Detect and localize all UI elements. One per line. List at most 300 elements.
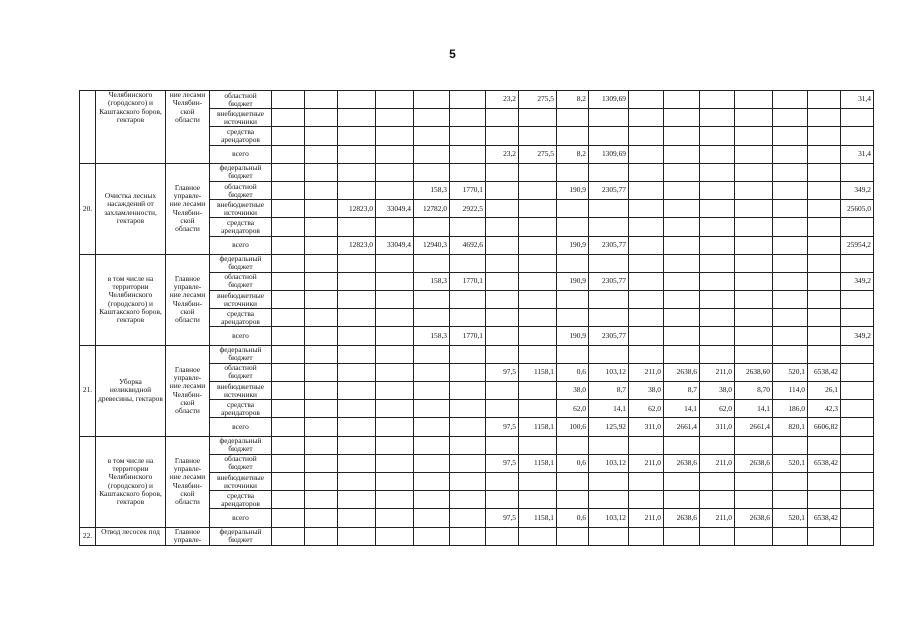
value-cell (414, 309, 450, 327)
value-cell (629, 309, 664, 327)
value-cell (305, 454, 338, 472)
value-cell (841, 291, 874, 309)
table-row (80, 345, 874, 363)
funding-source-cell: внебюджетные источники (210, 200, 272, 218)
value-cell: 0,6 (557, 454, 589, 472)
funding-source-cell: федеральный бюджет (210, 254, 272, 272)
value-cell (376, 109, 414, 127)
value-cell (376, 527, 414, 545)
value-cell (589, 345, 629, 363)
value-cell (808, 327, 841, 345)
value-cell: 25954,2 (841, 236, 874, 254)
value-cell (305, 200, 338, 218)
activity-name-cell: Отвод лесосек под (96, 527, 166, 545)
value-cell: 2305,77 (589, 181, 629, 199)
value-cell (700, 163, 735, 181)
value-cell (664, 527, 700, 545)
value-cell (808, 291, 841, 309)
value-cell (735, 327, 773, 345)
value-cell: 31,4 (841, 91, 874, 109)
value-cell: 6538,42 (808, 363, 841, 381)
funding-source-cell: федеральный бюджет (210, 527, 272, 545)
value-cell (376, 491, 414, 509)
funding-source-cell: областной бюджет (210, 91, 272, 109)
value-cell (557, 345, 589, 363)
value-cell: 520,1 (773, 509, 808, 527)
value-cell (519, 400, 557, 418)
value-cell (629, 163, 664, 181)
value-cell (735, 218, 773, 236)
value-cell (272, 418, 305, 436)
value-cell: 0,6 (557, 509, 589, 527)
funding-source-cell: средства арендаторов (210, 127, 272, 145)
row-number-cell: 22. (80, 527, 96, 545)
table-row (80, 527, 874, 545)
value-cell (376, 272, 414, 290)
value-cell (450, 218, 486, 236)
value-cell (305, 291, 338, 309)
value-cell (773, 327, 808, 345)
value-cell (272, 291, 305, 309)
value-cell (773, 436, 808, 454)
value-cell (773, 181, 808, 199)
value-cell (589, 527, 629, 545)
value-cell (414, 509, 450, 527)
value-cell (272, 272, 305, 290)
value-cell: 520,1 (773, 454, 808, 472)
value-cell: 158,3 (414, 327, 450, 345)
value-cell (272, 145, 305, 163)
value-cell: 2305,77 (589, 327, 629, 345)
value-cell (629, 291, 664, 309)
value-cell (629, 254, 664, 272)
value-cell (305, 218, 338, 236)
value-cell (735, 145, 773, 163)
value-cell (338, 91, 376, 109)
value-cell: 103,12 (589, 363, 629, 381)
activity-name-cell: Очистка лесных насаждений от захламленности, гектаров (96, 163, 166, 254)
value-cell: 2305,77 (589, 272, 629, 290)
value-cell (557, 472, 589, 490)
row-number-cell: 20. (80, 163, 96, 254)
activity-name-cell: Челябинского (городского) и Каштакского боров, гектаров (96, 91, 166, 164)
value-cell (450, 309, 486, 327)
value-cell: 190,9 (557, 181, 589, 199)
value-cell (841, 309, 874, 327)
value-cell: 14,1 (735, 400, 773, 418)
value-cell (557, 309, 589, 327)
value-cell (700, 109, 735, 127)
value-cell (414, 254, 450, 272)
value-cell: 275,5 (519, 91, 557, 109)
value-cell: 1770,1 (450, 272, 486, 290)
value-cell (629, 272, 664, 290)
value-cell (414, 291, 450, 309)
value-cell (735, 272, 773, 290)
value-cell (486, 127, 519, 145)
value-cell (629, 345, 664, 363)
value-cell (450, 491, 486, 509)
value-cell (486, 291, 519, 309)
value-cell (589, 254, 629, 272)
funding-source-cell: всего (210, 145, 272, 163)
value-cell: 125,92 (589, 418, 629, 436)
value-cell (414, 491, 450, 509)
value-cell: 2638,60 (735, 363, 773, 381)
value-cell (841, 254, 874, 272)
value-cell (664, 345, 700, 363)
value-cell: 349,2 (841, 272, 874, 290)
value-cell (808, 109, 841, 127)
value-cell (376, 363, 414, 381)
value-cell: 12823,0 (338, 200, 376, 218)
value-cell (519, 327, 557, 345)
value-cell: 211,0 (700, 509, 735, 527)
value-cell (773, 345, 808, 363)
value-cell (664, 109, 700, 127)
value-cell: 38,0 (557, 382, 589, 400)
value-cell: 2638,6 (664, 454, 700, 472)
value-cell (808, 309, 841, 327)
value-cell: 190,9 (557, 327, 589, 345)
value-cell (338, 163, 376, 181)
value-cell: 100,6 (557, 418, 589, 436)
value-cell (338, 218, 376, 236)
table-row (80, 254, 874, 272)
value-cell (664, 163, 700, 181)
value-cell (486, 472, 519, 490)
value-cell (735, 200, 773, 218)
value-cell (305, 127, 338, 145)
value-cell (557, 218, 589, 236)
value-cell (486, 236, 519, 254)
funding-source-cell: областной бюджет (210, 272, 272, 290)
value-cell (414, 145, 450, 163)
value-cell (841, 491, 874, 509)
value-cell (735, 163, 773, 181)
value-cell (808, 145, 841, 163)
value-cell (629, 109, 664, 127)
value-cell (841, 418, 874, 436)
row-number-cell (80, 436, 96, 527)
value-cell: 97,5 (486, 418, 519, 436)
value-cell: 38,0 (629, 382, 664, 400)
value-cell (272, 454, 305, 472)
table-row (80, 436, 874, 454)
value-cell (414, 400, 450, 418)
value-cell (305, 472, 338, 490)
value-cell (305, 400, 338, 418)
value-cell: 1158,1 (519, 509, 557, 527)
value-cell (450, 527, 486, 545)
funding-source-cell: всего (210, 509, 272, 527)
value-cell: 8,7 (589, 382, 629, 400)
value-cell (841, 218, 874, 236)
value-cell (338, 472, 376, 490)
value-cell (486, 436, 519, 454)
value-cell (338, 345, 376, 363)
value-cell (700, 472, 735, 490)
value-cell (664, 218, 700, 236)
value-cell: 97,5 (486, 363, 519, 381)
value-cell (841, 454, 874, 472)
value-cell (272, 436, 305, 454)
value-cell (589, 309, 629, 327)
value-cell (519, 309, 557, 327)
value-cell (450, 472, 486, 490)
value-cell (589, 436, 629, 454)
value-cell (629, 236, 664, 254)
value-cell (305, 382, 338, 400)
value-cell: 103,12 (589, 454, 629, 472)
value-cell: 23,2 (486, 145, 519, 163)
value-cell (450, 454, 486, 472)
value-cell (519, 436, 557, 454)
value-cell (272, 400, 305, 418)
value-cell (773, 472, 808, 490)
value-cell: 97,5 (486, 509, 519, 527)
value-cell: 211,0 (700, 454, 735, 472)
value-cell (841, 163, 874, 181)
value-cell (664, 309, 700, 327)
value-cell (808, 163, 841, 181)
value-cell (376, 163, 414, 181)
value-cell (486, 109, 519, 127)
value-cell: 2638,6 (664, 509, 700, 527)
value-cell (664, 254, 700, 272)
value-cell (305, 418, 338, 436)
value-cell (664, 145, 700, 163)
table-row (80, 91, 874, 109)
value-cell: 211,0 (700, 363, 735, 381)
value-cell (557, 127, 589, 145)
value-cell (450, 400, 486, 418)
value-cell (414, 382, 450, 400)
value-cell: 23,2 (486, 91, 519, 109)
value-cell (338, 527, 376, 545)
value-cell (519, 472, 557, 490)
value-cell: 8,2 (557, 91, 589, 109)
value-cell (808, 254, 841, 272)
value-cell: 190,9 (557, 236, 589, 254)
value-cell (808, 491, 841, 509)
value-cell (486, 382, 519, 400)
value-cell: 1158,1 (519, 454, 557, 472)
value-cell (519, 527, 557, 545)
value-cell (664, 236, 700, 254)
executor-cell: Главное управле- (166, 527, 210, 545)
value-cell (773, 491, 808, 509)
value-cell (700, 91, 735, 109)
value-cell (519, 163, 557, 181)
activity-name-cell: Уборка неликвидной древесины, гектаров (96, 345, 166, 436)
value-cell (700, 218, 735, 236)
value-cell (305, 272, 338, 290)
value-cell (773, 236, 808, 254)
executor-cell: Главное управле- ние лесами Челябин- ской области (166, 436, 210, 527)
value-cell: 2305,77 (589, 236, 629, 254)
value-cell (305, 327, 338, 345)
page-number: 5 (449, 47, 456, 61)
value-cell: 1158,1 (519, 418, 557, 436)
value-cell: 311,0 (700, 418, 735, 436)
value-cell (557, 527, 589, 545)
value-cell (557, 436, 589, 454)
value-cell (486, 527, 519, 545)
value-cell: 349,2 (841, 327, 874, 345)
row-number-cell (80, 254, 96, 345)
value-cell (519, 236, 557, 254)
value-cell: 8,7 (664, 382, 700, 400)
value-cell (338, 491, 376, 509)
value-cell (305, 491, 338, 509)
funding-source-cell: федеральный бюджет (210, 436, 272, 454)
value-cell (338, 127, 376, 145)
value-cell (338, 363, 376, 381)
value-cell (450, 163, 486, 181)
value-cell: 2661,4 (735, 418, 773, 436)
value-cell (629, 472, 664, 490)
value-cell (272, 345, 305, 363)
row-number-cell: 21. (80, 345, 96, 436)
value-cell (338, 109, 376, 127)
value-cell (664, 181, 700, 199)
value-cell (735, 309, 773, 327)
value-cell (305, 163, 338, 181)
funding-source-cell: внебюджетные источники (210, 291, 272, 309)
value-cell (629, 436, 664, 454)
value-cell (841, 345, 874, 363)
value-cell (305, 363, 338, 381)
activity-name-cell: в том числе на территории Челябинского (городского) и Каштакского боров, гектаров (96, 254, 166, 345)
value-cell (735, 527, 773, 545)
value-cell (450, 109, 486, 127)
value-cell: 1309,69 (589, 145, 629, 163)
value-cell (376, 472, 414, 490)
value-cell (338, 272, 376, 290)
value-cell (519, 181, 557, 199)
value-cell: 6538,42 (808, 509, 841, 527)
value-cell (629, 91, 664, 109)
row-number-cell (80, 91, 96, 164)
value-cell: 25605,0 (841, 200, 874, 218)
value-cell (557, 200, 589, 218)
executor-cell: Главное управле- ние лесами Челябин- ской области (166, 254, 210, 345)
value-cell (450, 291, 486, 309)
value-cell (338, 291, 376, 309)
value-cell (808, 527, 841, 545)
value-cell: 158,3 (414, 181, 450, 199)
value-cell: 820,1 (773, 418, 808, 436)
value-cell (629, 181, 664, 199)
value-cell (450, 436, 486, 454)
value-cell (808, 181, 841, 199)
value-cell (414, 163, 450, 181)
value-cell (629, 145, 664, 163)
funding-source-cell: всего (210, 327, 272, 345)
value-cell (808, 236, 841, 254)
value-cell (376, 345, 414, 363)
program-table (79, 90, 874, 546)
value-cell (376, 309, 414, 327)
value-cell: 38,0 (700, 382, 735, 400)
value-cell (808, 91, 841, 109)
funding-source-cell: федеральный бюджет (210, 345, 272, 363)
value-cell (773, 91, 808, 109)
funding-source-cell: областной бюджет (210, 363, 272, 381)
value-cell (773, 527, 808, 545)
value-cell (773, 272, 808, 290)
value-cell (735, 91, 773, 109)
value-cell (629, 127, 664, 145)
value-cell (519, 218, 557, 236)
value-cell: 1770,1 (450, 181, 486, 199)
value-cell: 2661,4 (664, 418, 700, 436)
value-cell: 186,0 (773, 400, 808, 418)
value-cell (305, 236, 338, 254)
value-cell (700, 272, 735, 290)
funding-source-cell: всего (210, 418, 272, 436)
value-cell (272, 181, 305, 199)
value-cell (305, 309, 338, 327)
value-cell: 2638,6 (735, 509, 773, 527)
value-cell (450, 254, 486, 272)
value-cell (557, 163, 589, 181)
funding-source-cell: внебюджетные источники (210, 382, 272, 400)
value-cell: 6606,82 (808, 418, 841, 436)
value-cell (272, 527, 305, 545)
value-cell (629, 527, 664, 545)
value-cell (773, 291, 808, 309)
value-cell: 14,1 (589, 400, 629, 418)
value-cell (841, 127, 874, 145)
value-cell (735, 181, 773, 199)
value-cell (773, 109, 808, 127)
value-cell (376, 127, 414, 145)
funding-source-cell: средства арендаторов (210, 400, 272, 418)
value-cell (557, 491, 589, 509)
value-cell (376, 145, 414, 163)
funding-source-cell: внебюджетные источники (210, 109, 272, 127)
value-cell (700, 291, 735, 309)
value-cell (519, 382, 557, 400)
value-cell: 14,1 (664, 400, 700, 418)
value-cell (700, 236, 735, 254)
value-cell (486, 200, 519, 218)
value-cell (841, 527, 874, 545)
value-cell (808, 218, 841, 236)
value-cell: 349,2 (841, 181, 874, 199)
value-cell (450, 91, 486, 109)
value-cell: 1770,1 (450, 327, 486, 345)
value-cell (664, 272, 700, 290)
value-cell (700, 491, 735, 509)
value-cell (414, 436, 450, 454)
value-cell: 1309,69 (589, 91, 629, 109)
value-cell (519, 272, 557, 290)
value-cell (338, 382, 376, 400)
value-cell: 2638,6 (735, 454, 773, 472)
value-cell (414, 218, 450, 236)
value-cell (700, 309, 735, 327)
value-cell (589, 491, 629, 509)
value-cell (305, 509, 338, 527)
value-cell (773, 127, 808, 145)
value-cell (414, 127, 450, 145)
value-cell (519, 345, 557, 363)
value-cell (305, 436, 338, 454)
funding-source-cell: областной бюджет (210, 454, 272, 472)
